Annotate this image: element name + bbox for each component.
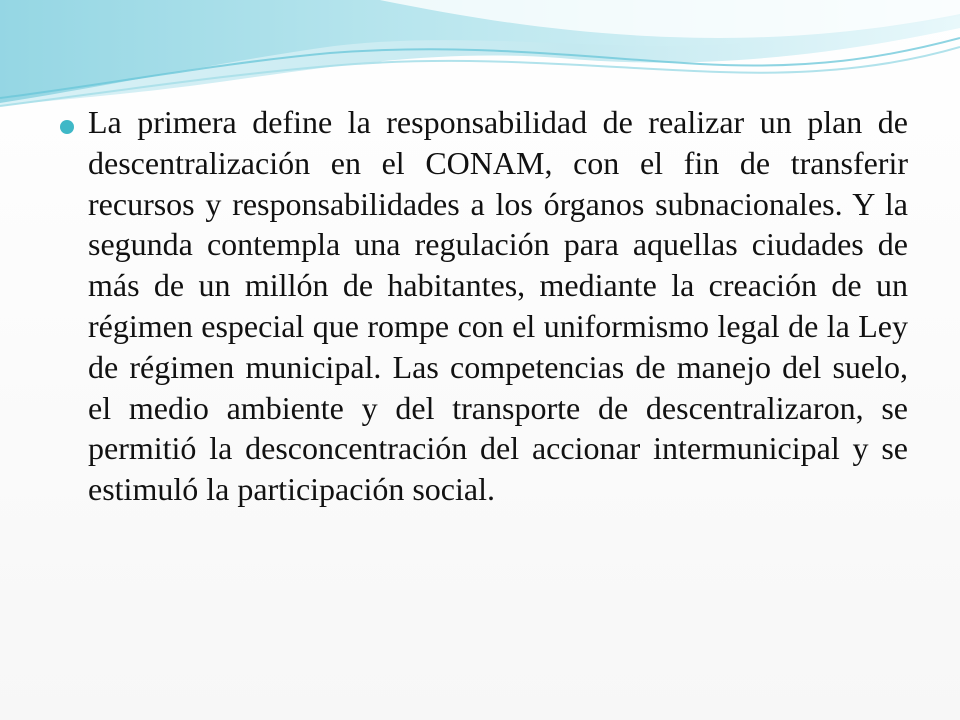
bullet-item bbox=[60, 102, 908, 510]
bullet-dot-icon bbox=[60, 120, 74, 134]
bullet-paragraph: La primera define la responsabilidad de realizar un plan de descentralización en el CONAM, con el fin de transferir recursos y responsabilidades a los órganos subnacionales. Y la segunda contempla una regulación para aquellas ciudades de más de un millón de habitantes, mediante la creación de un régimen especial que rompe con el uniformismo legal de la Ley de régimen municipal. Las competencias de manejo del suelo, el medio ambiente y del transporte de descentralizaron, se permitió la desconcentración del accionar intermunicipal y se estimuló la participación social. bbox=[88, 104, 908, 508]
slide-content bbox=[60, 102, 908, 510]
